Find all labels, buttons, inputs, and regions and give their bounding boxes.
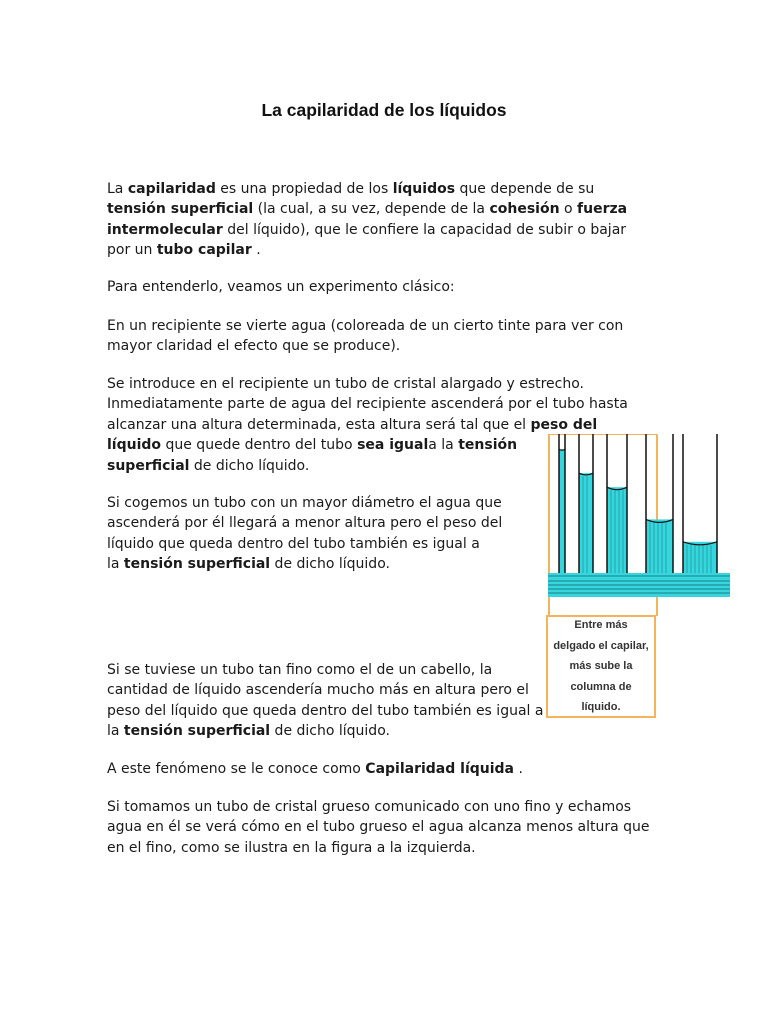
tube-liquid [579, 473, 593, 574]
paragraph-connected-tubes: Si tomamos un tubo de cristal grueso comunicado con uno fino y echamos agua en él se verá cómo en el tubo grueso el agua alcanza menos altura que en el fino, como se ilustra en la figura a la izquierda. [107, 799, 650, 856]
tube-liquid [607, 487, 627, 574]
page-title: La capilaridad de los líquidos [261, 100, 507, 120]
paragraph-thin-tube: Se introduce en el recipiente un tubo de cristal alargado y estrecho. Inmediatamente parte de agua del recipiente ascenderá por el tubo hasta alcanzar una altura determinada, esta altura será tal que el peso del líquido que quede dentro del tubo sea iguala la tensión superficial de dicho líquido. [107, 376, 628, 474]
paragraph-water: En un recipiente se vierte agua (coloreada de un cierto tinte para ver con mayor claridad el efecto que se produce). [107, 318, 624, 355]
paragraph-phenomenon: A este fenómeno se le conoce como Capilaridad líquida . [107, 761, 523, 777]
reservoir-water [548, 573, 730, 597]
paragraph-hair-tube: Si se tuviese un tubo tan fino como el de un cabello, la cantidad de líquido ascendería mucho más en altura pero el peso del líquido que queda dentro del tubo también es igual a la tensión superficial de dicho líquido. [107, 662, 544, 740]
capillarity-figure [546, 434, 732, 616]
tube-liquid [559, 449, 565, 574]
paragraph-wide-tube: Si cogemos un tubo con un mayor diámetro el agua que ascenderá por él llegará a menor altura pero el peso del líquido que queda dentro del tubo también es igual a la tensión superficial de dicho líquido. [107, 495, 503, 573]
tube-liquid [683, 542, 717, 574]
paragraph-definition: La capilaridad es una propiedad de los líquidos que depende de su tensión superficial (la cual, a su vez, depende de la cohesión o fuerza intermolecular del líquido), que le confiere la capacidad de subir o bajar por un tubo capilar . [107, 181, 628, 259]
paragraph-intro: Para entenderlo, veamos un experimento clásico: [107, 279, 455, 295]
tubes-group [559, 434, 717, 574]
figure-caption: Entre más delgado el capilar, más sube la columna de líquido. [546, 615, 656, 718]
